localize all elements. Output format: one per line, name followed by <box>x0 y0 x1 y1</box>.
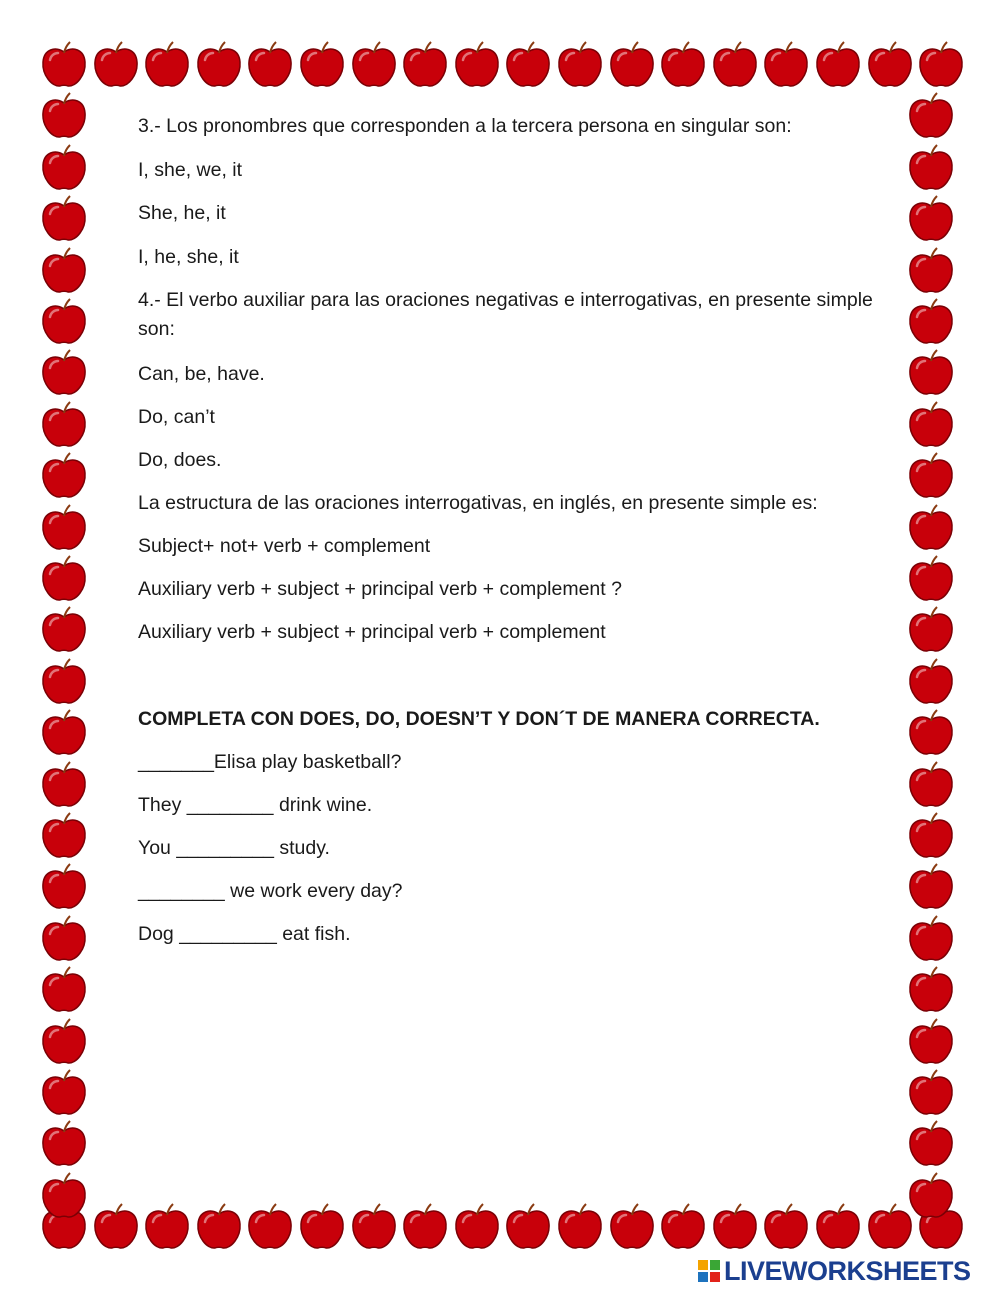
apple-icon <box>905 143 957 195</box>
apple-icon <box>399 1202 451 1254</box>
question-3-option-c[interactable]: I, he, she, it <box>138 246 239 268</box>
apple-icon <box>451 40 503 92</box>
apple-icon <box>193 40 245 92</box>
exercise-heading: COMPLETA CON DOES, DO, DOESN’T Y DON´T DE MANERA CORRECTA. <box>138 708 820 730</box>
apple-icon <box>90 1202 142 1254</box>
apple-icon <box>905 914 957 966</box>
apple-icon <box>451 1202 503 1254</box>
exercise-item-5[interactable]: Dog _________ eat fish. <box>138 923 351 945</box>
apple-icon <box>905 554 957 606</box>
apple-icon <box>905 708 957 760</box>
apple-icon <box>38 914 90 966</box>
brand-text: LIVEWORKSHEETS <box>724 1255 971 1286</box>
apple-icon <box>905 246 957 298</box>
apple-icon <box>38 91 90 143</box>
question-5-option-c[interactable]: Auxiliary verb + subject + principal verb + complement <box>138 621 606 643</box>
apple-icon <box>399 40 451 92</box>
question-3-option-b[interactable]: She, he, it <box>138 202 226 224</box>
apple-icon <box>905 1068 957 1120</box>
apple-icon <box>348 40 400 92</box>
apple-icon <box>141 40 193 92</box>
apple-icon <box>864 40 916 92</box>
exercise-item-2[interactable]: They ________ drink wine. <box>138 794 373 816</box>
exercise-item-1[interactable]: _______Elisa play basketball? <box>138 751 402 773</box>
apple-icon <box>709 40 761 92</box>
apple-icon <box>760 1202 812 1254</box>
question-4-option-a[interactable]: Can, be, have. <box>138 363 265 385</box>
apple-icon <box>812 40 864 92</box>
apple-icon <box>657 40 709 92</box>
apple-icon <box>38 1171 90 1223</box>
apple-icon <box>905 965 957 1017</box>
apple-icon <box>502 1202 554 1254</box>
apple-icon <box>348 1202 400 1254</box>
apple-icon <box>606 40 658 92</box>
apple-icon <box>38 862 90 914</box>
apple-icon <box>38 503 90 555</box>
question-5-option-b[interactable]: Auxiliary verb + subject + principal verb + complement ? <box>138 578 622 600</box>
apple-icon <box>38 760 90 812</box>
apple-icon <box>38 1017 90 1069</box>
apple-icon <box>905 862 957 914</box>
apple-icon <box>905 760 957 812</box>
question-4-prompt: 4.- El verbo auxiliar para las oraciones negativas e interrogativas, en presente simple son: <box>138 289 873 340</box>
apple-icon <box>38 143 90 195</box>
exercise-item-4[interactable]: ________ we work every day? <box>138 880 403 902</box>
apple-icon <box>905 605 957 657</box>
apple-icon <box>38 554 90 606</box>
apple-icon <box>554 40 606 92</box>
question-4-option-c[interactable]: Do, does. <box>138 449 222 471</box>
apple-icon <box>905 1119 957 1171</box>
apple-icon <box>905 194 957 246</box>
apple-icon <box>296 40 348 92</box>
question-5-prompt: La estructura de las oraciones interrogativas, en inglés, en presente simple es: <box>138 492 818 514</box>
question-4-option-b[interactable]: Do, can’t <box>138 406 215 428</box>
apple-icon <box>905 811 957 863</box>
apple-icon <box>38 194 90 246</box>
apple-icon <box>812 1202 864 1254</box>
apple-icon <box>38 400 90 452</box>
apple-icon <box>38 1119 90 1171</box>
apple-icon <box>554 1202 606 1254</box>
apple-icon <box>38 657 90 709</box>
apple-icon <box>905 503 957 555</box>
apple-icon <box>38 451 90 503</box>
exercise-item-3[interactable]: You _________ study. <box>138 837 330 859</box>
apple-icon <box>905 451 957 503</box>
apple-icon <box>709 1202 761 1254</box>
apple-icon <box>905 1171 957 1223</box>
apple-icon <box>657 1202 709 1254</box>
apple-icon <box>905 1017 957 1069</box>
apple-icon <box>905 91 957 143</box>
question-3-option-a[interactable]: I, she, we, it <box>138 159 243 181</box>
apple-icon <box>244 1202 296 1254</box>
apple-icon <box>905 297 957 349</box>
question-3-prompt: 3.- Los pronombres que corresponden a la tercera persona en singular son: <box>138 115 792 137</box>
apple-icon <box>915 40 967 92</box>
apple-icon <box>38 297 90 349</box>
apple-icon <box>38 811 90 863</box>
apple-icon <box>606 1202 658 1254</box>
apple-icon <box>38 708 90 760</box>
liveworksheets-logo-icon <box>697 1259 721 1283</box>
question-5-option-a[interactable]: Subject+ not+ verb + complement <box>138 535 431 557</box>
apple-icon <box>905 657 957 709</box>
apple-icon <box>38 1068 90 1120</box>
apple-icon <box>90 40 142 92</box>
apple-icon <box>905 400 957 452</box>
apple-icon <box>38 40 90 92</box>
apple-icon <box>38 348 90 400</box>
apple-icon <box>296 1202 348 1254</box>
apple-icon <box>38 246 90 298</box>
apple-icon <box>38 605 90 657</box>
apple-icon <box>905 348 957 400</box>
apple-icon <box>502 40 554 92</box>
apple-icon <box>244 40 296 92</box>
apple-icon <box>38 965 90 1017</box>
apple-icon <box>760 40 812 92</box>
apple-icon <box>193 1202 245 1254</box>
liveworksheets-brand[interactable] <box>697 1255 971 1287</box>
apple-icon <box>141 1202 193 1254</box>
